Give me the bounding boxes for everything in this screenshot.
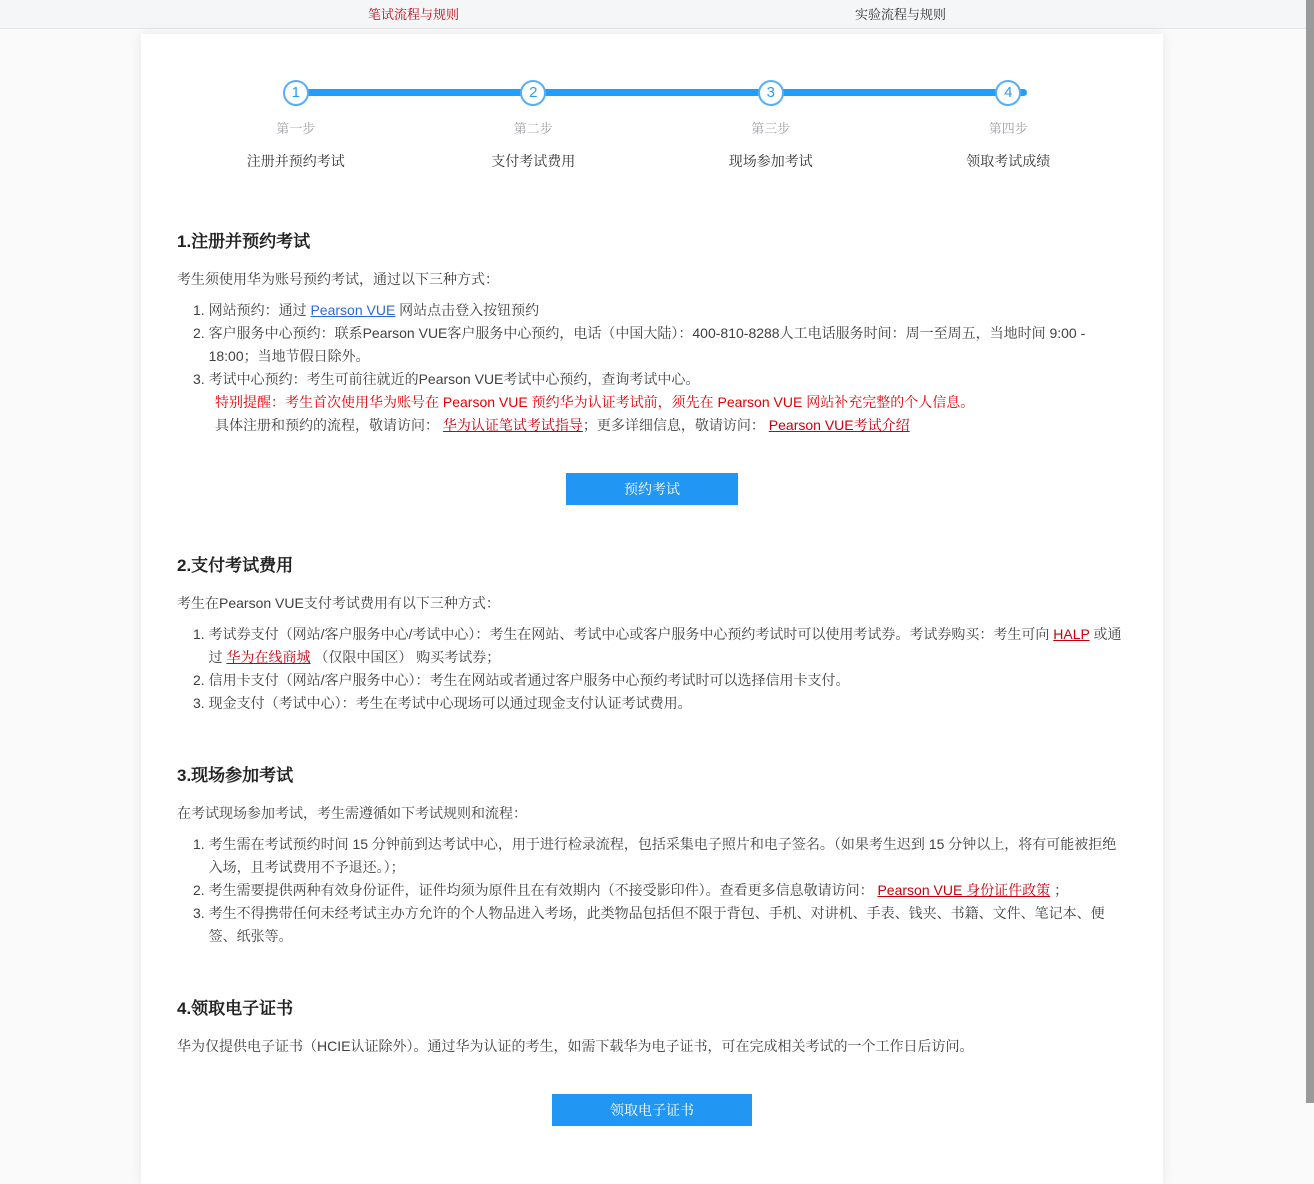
list-item-text [209,623,1127,669]
text-run: 考生需要提供两种有效身份证件，证件均须为原件且在有效期内（不接受影印件）。查看更多信息敬请访问： [208,882,878,898]
step-name: 现场参加考试 [728,153,813,169]
list-item-number: 2. [193,672,209,688]
step-3 [652,80,890,171]
list-item [177,692,1127,715]
step-name: 注册并预约考试 [246,153,345,169]
note-line [215,391,1127,414]
text-run: 考生需在考试预约时间 15 分钟前到达考试中心，用于进行检录流程，包括采集电子照片和电子签名。（如果考生迟到 15 分钟以上，将有可能被拒绝入场，且考试费用不予退还。）； [208,836,1117,875]
stepper-steps [177,80,1127,171]
text-run: 网站预约：通过 [208,302,311,318]
text-run: 考试券支付（网站/客户服务中心/考试中心）：考生在网站、考试中心或客户服务中心预约考试时可以使用考试券。考试券购买：考生可向 [208,626,1054,642]
text-run: 信用卡支付（网站/客户服务中心）：考生在网站或者通过客户服务中心预约考试时可以选择信用卡支付。 [208,672,850,688]
sections-container [177,227,1127,1126]
list-item-number: 2. [193,325,209,341]
tab-bar [0,0,1314,29]
section-attend-exam-onsite [177,761,1127,948]
list-item-number: 3. [193,371,209,387]
text-run: 在考试现场参加考试，考生需遵循如下考试规则和流程： [177,805,527,821]
step-circle: 2 [520,80,546,106]
book-exam-button[interactable]: 预约考试 [566,473,738,505]
text-run: 具体注册和预约的流程，敬请访问： [215,417,443,433]
get-certificate-button[interactable]: 领取电子证书 [552,1094,752,1126]
section-list [177,623,1127,715]
list-item-text [209,299,1127,322]
section-pay-exam-fee [177,551,1127,715]
section-intro [177,268,1127,291]
list-item-number: 1. [193,626,209,642]
list-item [177,322,1127,368]
text-run: 特别提醒：考生首次使用华为账号在 Pearson VUE 预约华为认证考试前，须先在 Pearson VUE 网站补充完整的个人信息。 [215,394,975,410]
text-run: （仅限中国区） 购买考试券； [310,649,501,665]
step-circle: 3 [758,80,784,106]
step-2 [415,80,653,171]
list-item-number: 3. [193,695,209,711]
text-run: 考试中心预约：考生可前往就近的Pearson VUE考试中心预约，查询考试中心。 [208,371,700,387]
step-1 [177,80,415,171]
list-item-number: 2. [193,882,209,898]
list-item [177,833,1127,879]
list-item-text [209,902,1127,948]
step-name: 支付考试费用 [491,153,576,169]
text-run: 考生须使用华为账号预约考试，通过以下三种方式： [177,271,499,287]
tab-written-exam-process[interactable]: 笔试流程与规则 [367,6,459,22]
list-item-text [209,669,1127,692]
section-heading: 4.领取电子证书 [177,999,294,1018]
scrollbar-thumb[interactable] [1306,0,1314,1103]
section-list [177,299,1127,391]
written-exam-guide-link[interactable]: 华为认证笔试考试指导 [442,417,583,433]
pearson-vue-id-policy-link[interactable]: Pearson VUE 身份证件政策 [877,882,1051,898]
step-label: 第二步 [513,121,553,136]
text-run: ； [1050,882,1069,898]
button-row [177,1094,1127,1126]
text-run: 考生在Pearson VUE支付考试费用有以下三种方式： [177,595,500,611]
tab-lab-exam-process[interactable]: 实验流程与规则 [855,6,947,22]
step-circle: 1 [283,80,309,106]
section-get-e-certificate [177,994,1127,1126]
section-heading: 1.注册并预约考试 [177,232,311,251]
note-line [215,414,1127,437]
step-circle: 4 [995,80,1021,106]
step-label: 第四步 [988,121,1028,136]
list-item [177,368,1127,391]
section-intro [177,802,1127,825]
section-intro [177,1035,1127,1058]
scrollbar[interactable] [1306,0,1314,1103]
list-item-text [209,322,1127,368]
list-item [177,902,1127,948]
list-item-number: 3. [193,905,209,921]
step-4 [890,80,1128,171]
section-notes [177,391,1127,437]
text-run: ；更多详细信息，敬请访问： [582,417,769,433]
list-item [177,669,1127,692]
list-item-number: 1. [193,302,209,318]
section-register-and-book [177,227,1127,505]
list-item [177,299,1127,322]
text-run: 或通过 [208,626,1122,665]
halp-link[interactable]: HALP [1053,626,1090,642]
text-run: 华为仅提供电子证书（HCIE认证除外）。通过华为认证的考生，如需下载华为电子证书，可在完成相关考试的一个工作日后访问。 [177,1038,974,1054]
step-label: 第三步 [751,121,791,136]
section-heading: 3.现场参加考试 [177,766,294,785]
huawei-online-store-link[interactable]: 华为在线商城 [226,649,311,665]
list-item [177,623,1127,669]
step-label: 第一步 [276,121,316,136]
list-item [177,879,1127,902]
button-row [177,473,1127,505]
list-item-text [209,368,1127,391]
section-list [177,833,1127,948]
step-name: 领取考试成绩 [966,153,1051,169]
section-intro [177,592,1127,615]
text-run: 考生不得携带任何未经考试主办方允许的个人物品进入考场，此类物品包括但不限于背包、手机、对讲机、手表、钱夹、书籍、文件、笔记本、便签、纸张等。 [208,905,1105,944]
text-run: 网站点击登入按钮预约 [395,302,540,318]
list-item-text [209,833,1127,879]
pearson-vue-link[interactable]: Pearson VUE [310,302,396,318]
section-heading: 2.支付考试费用 [177,556,294,575]
text-run: 客户服务中心预约：联系Pearson VUE客户服务中心预约，电话（中国大陆）：400-810-8288人工电话服务时间：周一至周五，当地时间 9:00 - 18:00；当地节假日除外。 [208,325,1086,364]
pearson-vue-exam-intro-link[interactable]: Pearson VUE考试介绍 [768,417,910,433]
text-run: 现金支付（考试中心）：考生在考试中心现场可以通过现金支付认证考试费用。 [208,695,692,711]
list-item-number: 1. [193,836,209,852]
list-item-text [209,692,1127,715]
list-item-text [209,879,1127,902]
content-card [141,34,1163,1184]
stepper [177,34,1127,171]
